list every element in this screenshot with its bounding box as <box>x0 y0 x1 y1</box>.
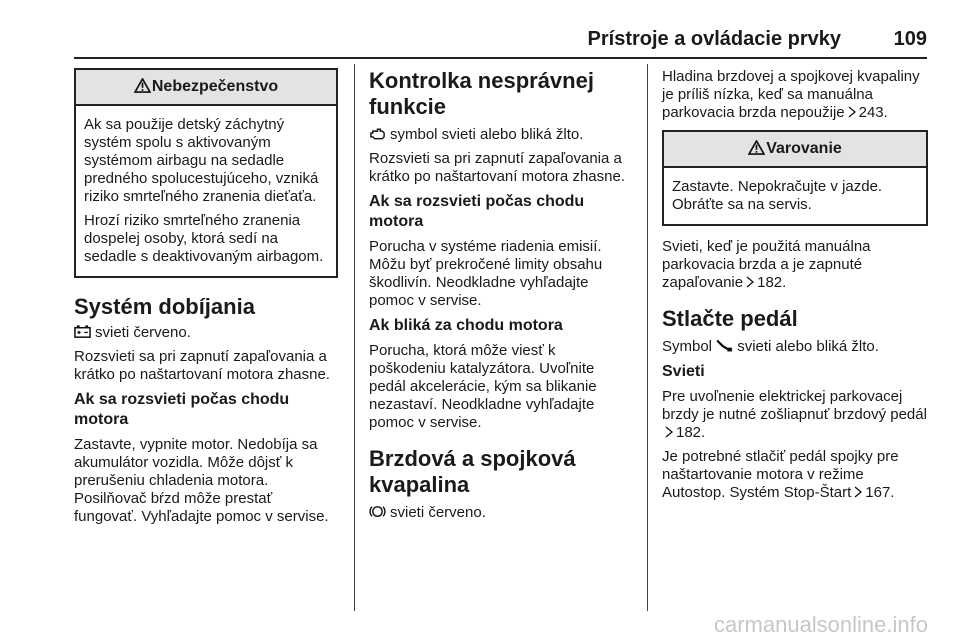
danger-box-title: Nebezpečenstvo <box>151 78 279 95</box>
brake-fluid-symbol-line <box>369 504 635 522</box>
danger-box <box>74 68 338 278</box>
page-reference-icon <box>854 486 862 498</box>
column-3 <box>662 68 928 508</box>
charging-subheading: Ak sa rozsvieti počas chodu motora <box>74 391 290 428</box>
page-header <box>74 28 927 58</box>
column-1 <box>74 68 338 532</box>
foot-pedal-icon <box>716 338 733 353</box>
warning-box <box>662 130 928 226</box>
page-reference-icon <box>665 426 673 438</box>
malfunction-symbol-text: symbol svieti alebo bliká žlto. <box>390 126 584 143</box>
pedal-subheading: Svieti <box>662 363 705 380</box>
pedal-paragraph-1-text: Pre uvoľnenie elektrickej parkovacej brzdy je nutné zošliapnuť brzdový pedál <box>662 388 927 423</box>
warning-triangle-icon <box>134 78 151 93</box>
parking-brake-text: Svieti, keď je použitá manuálna parkovacia brzda a je zapnuté zapaľovanie <box>662 238 871 291</box>
malfunction-symbol-line <box>369 126 635 144</box>
malfunction-paragraph-1: Rozsvieti sa pri zapnutí zapaľovania a krátko po naštartovaní motora zhasne. <box>369 150 625 185</box>
fluid-level-ref[interactable]: 243. <box>858 104 888 121</box>
brake-warning-icon <box>369 504 386 519</box>
malfunction-paragraph-3: Porucha, ktorá môže viesť k poškodeniu katalyzátora. Uvoľnite pedál akcelerácie, kým sa blikanie nezastaví. Neodkladne vyhľadajte pomoc v servise. <box>369 342 597 431</box>
warning-box-body: Zastavte. Nepokračujte v jazde. Obráťte sa na servis. <box>672 178 883 213</box>
malfunction-paragraph-2: Porucha v systéme riadenia emisií. Môžu byť prekročené limity obsahu škodlivín. Neodkladne vyhľadajte pomoc v servise. <box>369 238 603 309</box>
column-divider-2 <box>647 64 648 611</box>
warning-box-title: Varovanie <box>766 140 842 157</box>
malfunction-heading: Kontrolka nesprávnej funkcie <box>369 68 594 119</box>
page-title: Prístroje a ovládacie prvky <box>587 28 841 50</box>
pedal-paragraph-2-ref[interactable]: 167. <box>865 484 895 501</box>
malfunction-subheading-2: Ak bliká za chodu motora <box>369 317 563 334</box>
warning-box-header <box>664 132 926 168</box>
charging-heading: Systém dobíjania <box>74 294 255 319</box>
charging-paragraph-2: Zastavte, vypnite motor. Nedobíja sa akumulátor vozidla. Môže dôjsť k prerušeniu chladenia motora. Posilňovač bŕzd môže prestať fungovať. Vyhľadajte pomoc v servise. <box>74 436 329 525</box>
pedal-paragraph-2-text: Je potrebné stlačiť pedál spojky pre naštartovanie motora v režime Autostop. Systém Stop-Štart <box>662 448 899 501</box>
charging-paragraph-1: Rozsvieti sa pri zapnutí zapaľovania a krátko po naštartovaní motora zhasne. <box>74 348 330 383</box>
danger-paragraph-1: Ak sa použije detský záchytný systém spolu s aktivovaným systémom airbagu na sedadle predného spolucestujúceho, vzniká riziko smrteľného zranenia dieťaťa. <box>84 116 319 205</box>
brake-fluid-symbol-text: svieti červeno. <box>390 504 486 521</box>
header-rule <box>74 57 927 59</box>
charging-symbol-text: svieti červeno. <box>95 324 191 341</box>
pedal-symbol-line <box>662 338 928 356</box>
warning-triangle-icon <box>748 140 765 155</box>
page-reference-icon <box>746 276 754 288</box>
pedal-heading: Stlačte pedál <box>662 306 798 331</box>
page-reference-icon <box>848 106 856 118</box>
pedal-paragraph-1 <box>662 388 928 442</box>
pedal-paragraph-2 <box>662 448 928 502</box>
pedal-paragraph-1-ref[interactable]: 182. <box>676 424 706 441</box>
brake-fluid-heading: Brzdová a spojková kvapalina <box>369 446 576 497</box>
fluid-level-text: Hladina brzdovej a spojkovej kvapaliny je príliš nízka, keď sa manuálna parkovacia brzda nepoužije <box>662 68 920 121</box>
parking-brake-ref[interactable]: 182. <box>757 274 787 291</box>
malfunction-subheading-1: Ak sa rozsvieti počas chodu motora <box>369 193 585 230</box>
page-number: 109 <box>893 28 927 50</box>
parking-brake-paragraph <box>662 238 928 292</box>
battery-icon <box>74 324 91 339</box>
charging-symbol-line <box>74 324 338 342</box>
pedal-symbol-prefix: Symbol <box>662 338 713 355</box>
column-divider-1 <box>354 64 355 611</box>
column-2 <box>369 68 635 528</box>
pedal-symbol-text: svieti alebo bliká žlto. <box>737 338 879 355</box>
danger-paragraph-2: Hrozí riziko smrteľného zranenia dospelej osoby, ktorá sedí na sedadle s deaktivovaným airbagom. <box>84 212 324 265</box>
watermark: carmanualsonline.info <box>713 612 928 637</box>
danger-box-header <box>76 70 336 106</box>
engine-icon <box>369 126 386 141</box>
fluid-level-paragraph <box>662 68 928 122</box>
